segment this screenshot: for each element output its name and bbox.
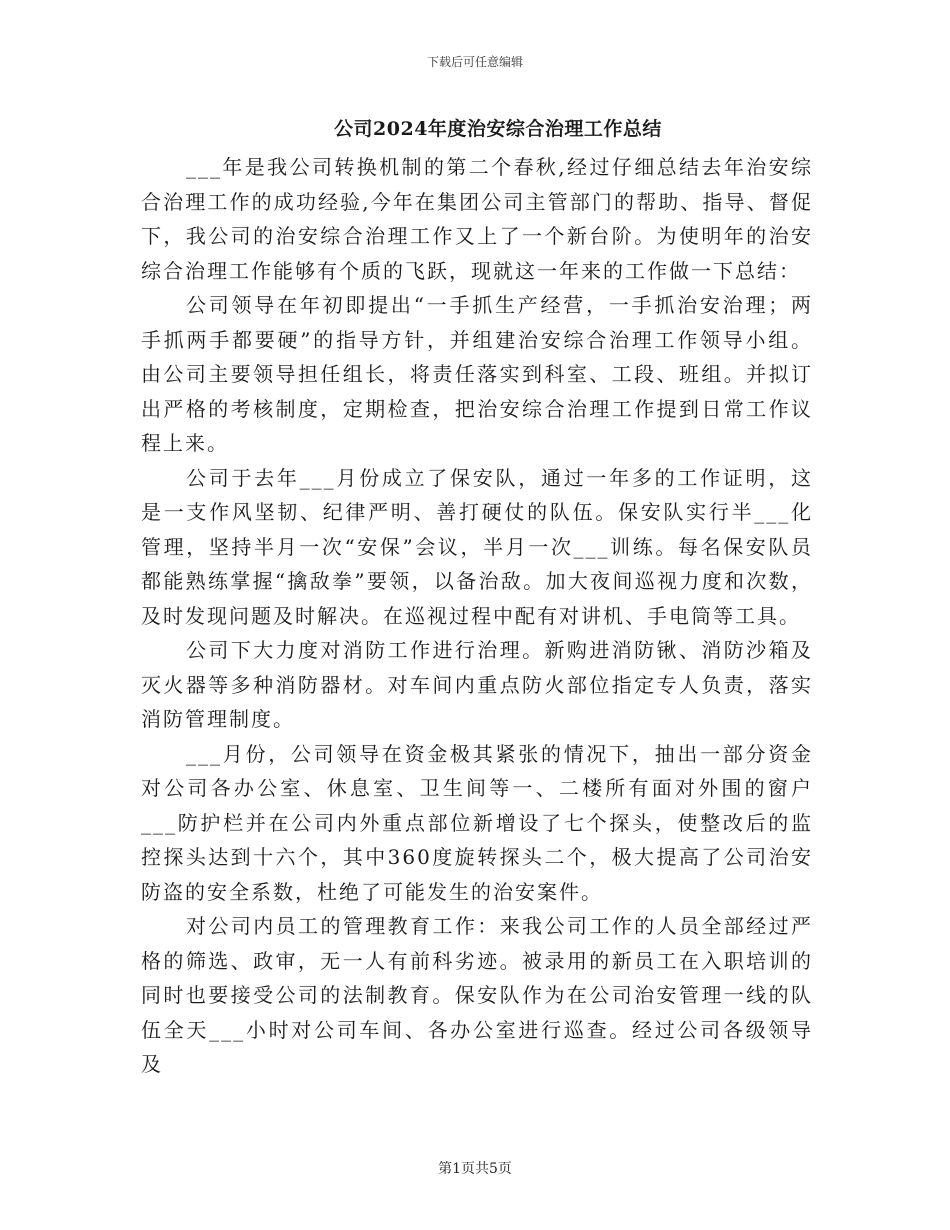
document-body (141, 150, 813, 1082)
paragraph-4: 公司下大力度对消防工作进行治理。新购进消防锹、消防沙箱及灭火器等多种消防器材。对车间内重点防火部位指定专人负责，落实消防管理制度。 (141, 638, 813, 731)
document-title: 公司2024年度治安综合治理工作总结 (334, 118, 662, 140)
paragraph-5: ___月份，公司领导在资金极其紧张的情况下，抽出一部分资金对公司各办公室、休息室、卫生间等一、二楼所有面对外围的窗户___防护栏并在公司内外重点部位新增设了七个探头，使整改后的监控探头达到十六个，其中360度旋转探头二个，极大提高了公司治安防盗的安全系数，杜绝了可能发生的治安案件。 (141, 741, 813, 904)
paragraph-1: ___年是我公司转换机制的第二个春秋,经过仔细总结去年治安综合治理工作的成功经验,今年在集团公司主管部门的帮助、指导、督促下，我公司的治安综合治理工作又上了一个新台阶。为使明年的治安综合治理工作能够有个质的飞跃，现就这一年来的工作做一下总结： (141, 155, 813, 283)
paragraph-2: 公司领导在年初即提出“一手抓生产经营，一手抓治安治理；两手抓两手都要硬”的指导方针，并组建治安综合治理工作领导小组。由公司主要领导担任组长，将责任落实到科室、工段、班组。并拟订出严格的考核制度，定期检查，把治安综合治理工作提到日常工作议程上来。 (141, 293, 813, 455)
page-number: 第1页共5页 (438, 1161, 512, 1177)
header-note: 下载后可任意编辑 (426, 55, 523, 69)
paragraph-3: 公司于去年___月份成立了保安队，通过一年多的工作证明，这是一支作风坚韧、纪律严明、善打硬仗的队伍。保安队实行半___化管理，坚持半月一次“安保”会议，半月一次___训练。每名保安队员都能熟练掌握“擒敌拳”要领，以备治敌。加大夜间巡视力度和次数，及时发现问题及时解决。在巡视过程中配有对讲机、手电筒等工具。 (141, 465, 813, 628)
paragraph-6: 对公司内员工的管理教育工作：来我公司工作的人员全部经过严格的筛选、政审，无一人有前科劣迹。被录用的新员工在入职培训的同时也要接受公司的法制教育。保安队作为在公司治安管理一线的队伍全天___小时对公司车间、各办公室进行巡查。经过公司各级领导及 (141, 914, 813, 1076)
